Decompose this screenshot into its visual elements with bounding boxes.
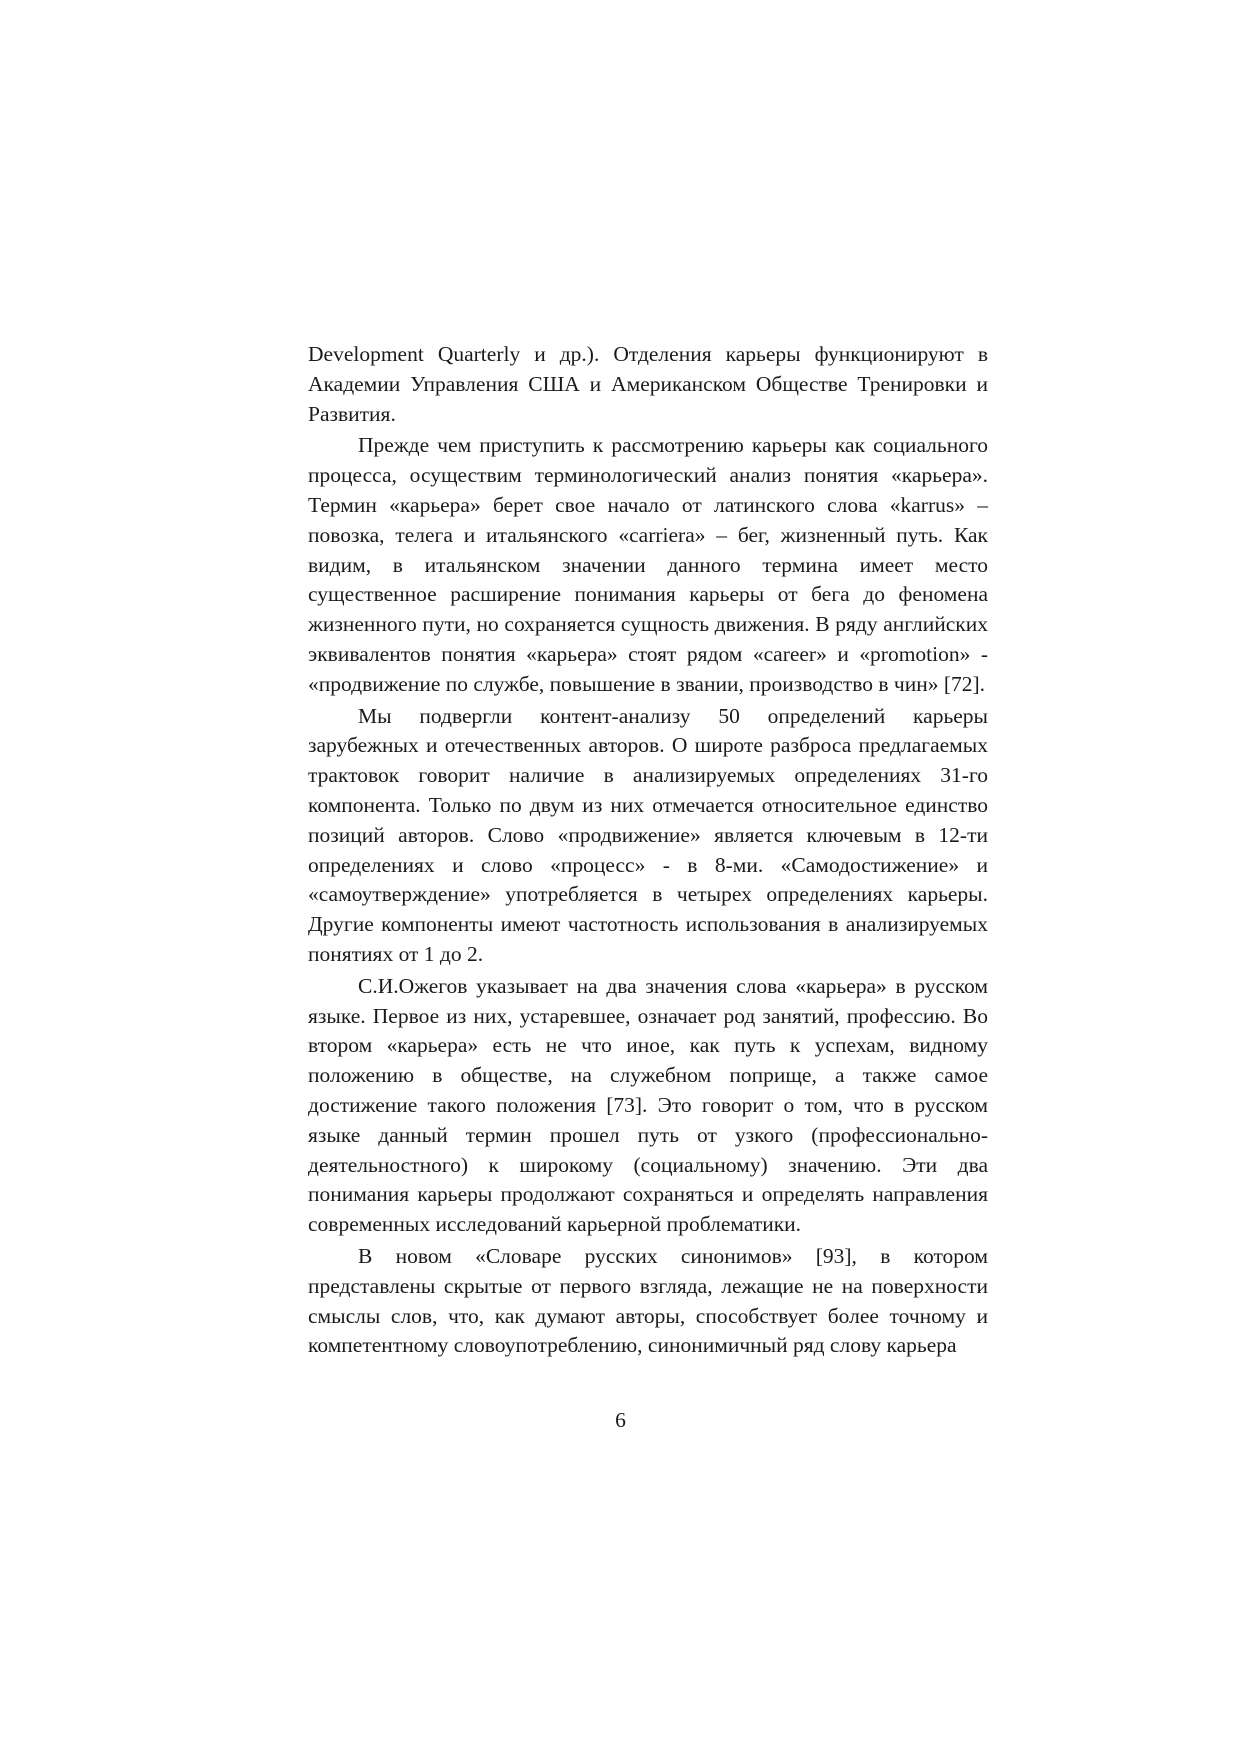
paragraph-4: С.И.Ожегов указывает на два значения слова «карьера» в русском языке. Первое из них, устаревшее, означает род занятий, профессию. Во втором «карьера» есть не что иное, как путь к успехам, видному положению в обществе, на служебном поприще, а также самое достижение такого положения [73]. Это говорит о том, что в русском языке данный термин прошел путь от узкого (профессионально-деятельностного) к широкому (социальному) значению. Эти два понимания карьеры продолжают сохраняться и определять направления современных исследований карьерной проблематики. [308, 973, 988, 1237]
page-number: 6 [615, 1408, 626, 1432]
paragraph-1: Development Quarterly и др.). Отделения карьеры функционируют в Академии Управления США и Американском Обществе Тренировки и Развития. [308, 342, 988, 426]
paragraph-3: Мы подвергли контент-анализу 50 определений карьеры зарубежных и отечественных авторов. О широте разброса предлагаемых трактовок говорит наличие в анализируемых определениях 31-го компонента. Только по двум из них отмечается относительное единство позиций авторов. Слово «продвижение» является ключевым в 12-ти определениях и слово «процесс» - в 8-ми. «Самодостижение» и «самоутверждение» употребляется в четырех определениях карьеры. Другие компоненты имеют частотность использования в анализируемых понятиях от 1 до 2. [308, 703, 988, 966]
paragraph-5: В новом «Словаре русских синонимов» [93], в котором представлены скрытые от первого взгляда, лежащие не на поверхности смыслы слов, что, как думают авторы, способствует более точному и компетентному словоупотреблению, синонимичный ряд слову карьера [308, 1243, 988, 1358]
body-text [308, 340, 988, 1363]
paragraph-2: Прежде чем приступить к рассмотрению карьеры как социального процесса, осуществим терминологический анализ понятия «карьера». Термин «карьера» берет свое начало от латинского слова «karrus» – повозка, телега и итальянского «carriera» – бег, жизненный путь. Как видим, в итальянском значении данного термина имеет место существенное расширение понимания карьеры от бега до феномена жизненного пути, но сохраняется сущность движения. В ряду английских эквивалентов понятия «карьера» стоят рядом «career» и «promotion» - «продвижение по службе, повышение в звании, производство в чин» [72]. [308, 433, 988, 696]
